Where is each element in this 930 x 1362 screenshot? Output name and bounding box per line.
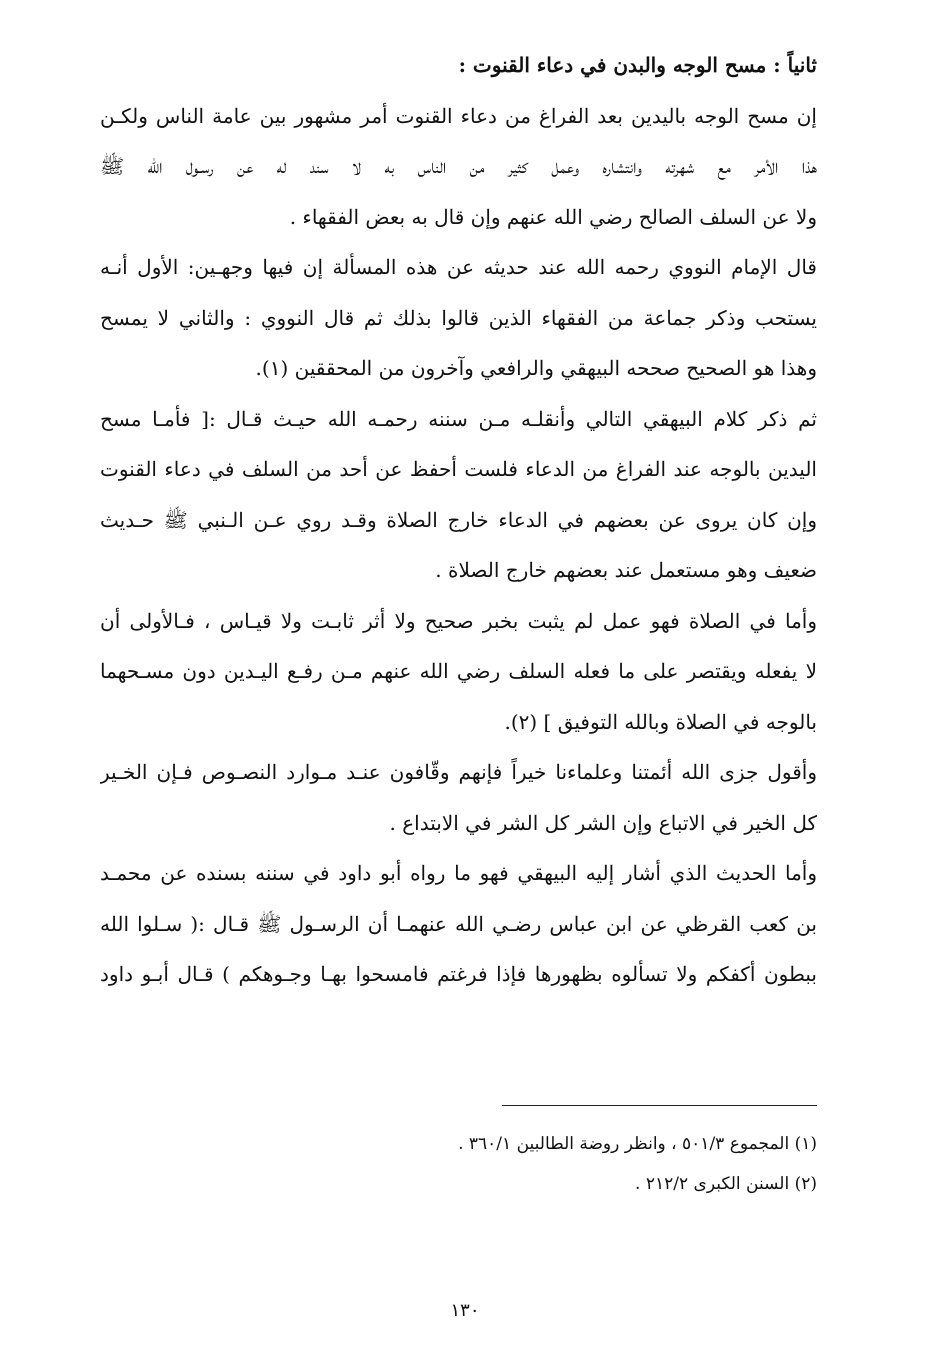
footnote-2: (٢) السنن الكبرى ٢١٢/٢ . [635,1174,817,1194]
text-line: كل الخير في الاتباع وإن الشر كل الشر في الابتداع . [389,810,817,835]
footnote-1: (١) المجموع ٥٠١/٣ ، وانظر روضة الطالبين ٣٦٠/١ . [458,1134,817,1154]
text-line: وأقول جزى الله أئمتنا وعلماءنا خيراً فإنهم وقّافون عنـد مـوارد النصـوص فـإن الخـير [100,760,817,784]
text-line: ثم ذكر كلام البيهقي التالي وأنقلـه مـن سننه رحمـه الله حيـث قـال :[ فأمـا مسح [100,406,817,431]
text-line: بن كعب القرظي عن ابن عباس رضـي الله عنهمـا أن الرسـول ﷺ قـال :( سـلوا الله [100,911,817,936]
text-line: وهذا هو الصحيح صححه البيهقي والرافعي وآخرون من المحققين (١). [255,356,817,380]
text-line: ببطون أكفكم ولا تسألوه بظهورها فإذا فرغتم فامسحوا بهـا وجـوهكم ) قـال أبـو داود [100,962,817,986]
text-line: بالوجه في الصلاة وبالله التوفيق ] (٢). [504,709,817,734]
text-line: يستحب وذكر جماعة من الفقهاء الذين قالوا بذلك ثم قال النووي : والثاني لا يمسح [100,305,817,330]
footnotes [100,1124,817,1204]
text-line: وأما في الصلاة فهو عمل لم يثبت بخبر صحيح ولا أثر ثابـت ولا قيـاس ، فـالأولى أن [100,608,817,633]
main-text [100,40,817,1000]
section-heading: ثانياً : مسح الوجه والبدن في دعاء القنوت : [458,53,817,77]
text-line: هذا الأمر مع شهرته وانتشاره وعمل كثير من الناس به لا سند له عن رسـول الله ﷺ [100,154,817,178]
text-line: لا يفعله ويقتصر على ما فعله السلف رضي الله عنهم مـن رفـع اليـدين دون مسـحهما [100,659,817,683]
footnote-separator [502,1105,817,1106]
page-number: ١٣٠ [450,1300,480,1321]
text-line: ضعيف وهو مستعمل عند بعضهم خارج الصلاة . [435,558,817,582]
text-line: وإن كان يروى عن بعضهم في الدعاء خارج الصلاة وقـد روي عـن الـنبي ﷺ حـديث [100,507,817,532]
text-line: إن مسح الوجه باليدين بعد الفراغ من دعاء القنوت أمر مشهور بين عامة الناس ولكـن [100,103,817,128]
text-line: وأما الحديث الذي أشار إليه البيهقي فهو ما رواه أبو داود في سننه بسنده عن محمـد [100,861,817,885]
text-line: قال الإمام النووي رحمه الله عند حديثه عن هذه المسألة إن فيها وجهـين: الأول أنـه [100,255,817,279]
text-line: ولا عن السلف الصالح رضي الله عنهم وإن قال به بعض الفقهاء . [289,204,817,229]
text-line: اليدين بالوجه عند الفراغ من الدعاء فلست أحفظ عن أحد من السلف في دعاء القنوت [100,457,817,481]
